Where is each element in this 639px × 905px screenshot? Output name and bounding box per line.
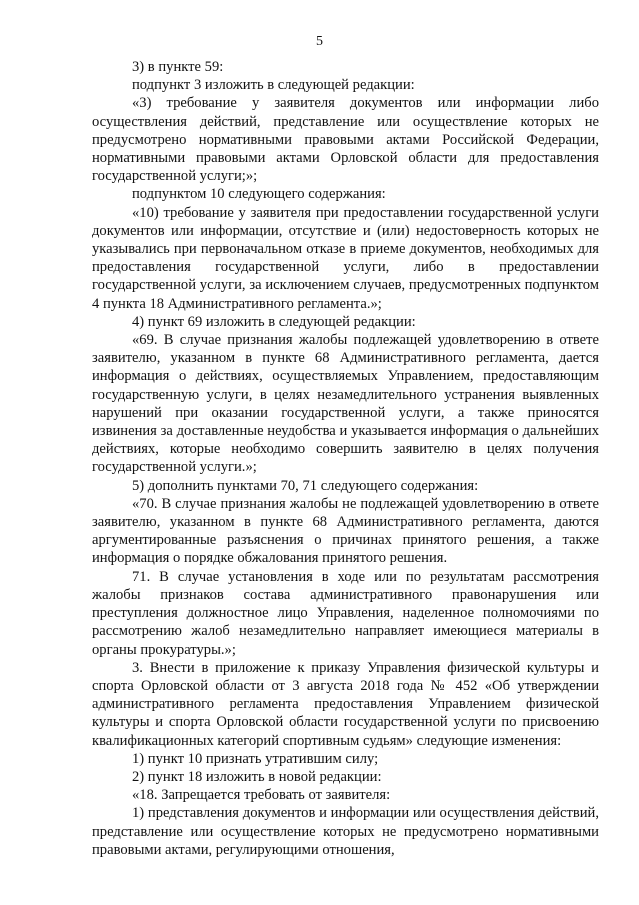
paragraph-item-5-add-p70-71: 5) дополнить пунктами 70, 71 следующего содержания: xyxy=(132,477,479,494)
paragraph-p18-text: «18. Запрещается требовать от заявителя: xyxy=(132,787,391,804)
paragraph-amend-1: 1) пункт 10 признать утратившим силу; xyxy=(132,750,379,767)
paragraph-item-3-in-p59: 3) в пункте 59: xyxy=(132,59,224,75)
paragraph-subpoint-3-text: «3) требование у заявителя документов или информации либо осуществления действий, представление или осуществление которых не предусмотрено нормативными правовыми актами Российской Федерации, нормативными правовыми актами Орловской области для предоставления государственной услуги;»; xyxy=(92,95,599,185)
paragraph-subpoint-3-intro: подпункт 3 изложить в следующей редакции: xyxy=(132,77,415,94)
paragraph-p69-text: «69. В случае признания жалобы подлежащей удовлетворению в ответе заявителю, указанном в пункте 68 Административного регламента, дается информация о действиях, осуществляемых Управлением, предоставляющим государственную услуги, в целях незамедлительного устранения выявленных нарушений при оказании государственной услуги, а также приносятся извинения за доставленные неудобства и указывается информация о дальнейших действиях, которые необходимо совершить заявителю в целях получения государственной услуги.»; xyxy=(92,332,599,476)
paragraph-section-3-amendments: 3. Внести в приложение к приказу Управления физической культуры и спорта Орловской области от 3 августа 2018 года № 452 «Об утверждении административного регламента предоставления Управлением физической культуры и спорта Орловской области государственной услуги по присвоению квалификационных категорий спортивным судьям» следующие изменения: xyxy=(92,659,599,749)
paragraph-subpoint-10-text: «10) требование у заявителя при предоставлении государственной услуги документов или информации, отсутствие и (или) недостоверность которых не указывались при первоначальном отказе в приеме документов, необходимых для предоставления государственной услуги, либо в предоставлении государственной услуги, за исключением случаев, предусмотренных подпунктом 4 пункта 18 Административного регламента.»; xyxy=(92,204,599,312)
paragraph-p18-item-1: 1) представления документов и информации или осуществления действий, представление или осуществление которых не предусмотрено нормативными правовыми актами, регулирующими отношения, xyxy=(92,805,599,858)
paragraph-p70-text: «70. В случае признания жалобы не подлежащей удовлетворению в ответе заявителю, указанном в пункте 68 Административного регламента, даются аргументированные разъяснения о причинах принятого решения, а также информация о порядке обжалования принятого решения. xyxy=(92,495,599,567)
paragraph-amend-2: 2) пункт 18 изложить в новой редакции: xyxy=(132,768,382,785)
page-number: 5 xyxy=(316,34,323,49)
document-body xyxy=(92,58,599,859)
paragraph-item-4-p69: 4) пункт 69 изложить в следующей редакции: xyxy=(132,313,416,330)
paragraph-p71-text: 71. В случае установления в ходе или по результатам рассмотрения жалобы признаков состава административного правонарушения или преступления должностное лицо Управления, наделенное полномочиями по рассмотрению жалоб незамедлительно направляет имеющиеся материалы в органы прокуратуры.»; xyxy=(92,568,599,658)
paragraph-subpoint-10-intro: подпунктом 10 следующего содержания: xyxy=(132,186,386,203)
